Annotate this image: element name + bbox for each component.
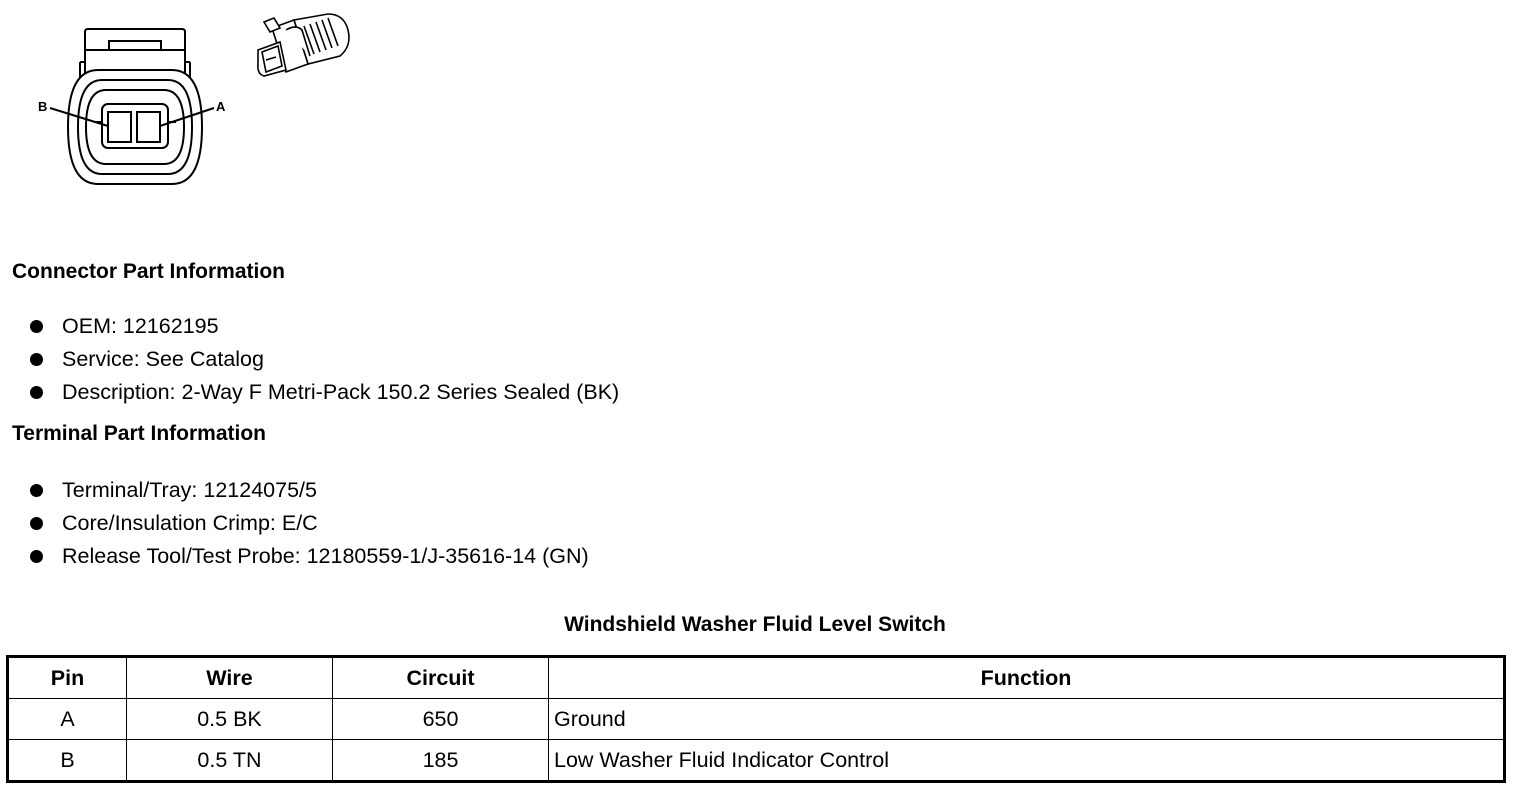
bullet-icon — [30, 484, 43, 497]
connector-description: Description: 2-Way F Metri-Pack 150.2 Series Sealed (BK) — [62, 380, 620, 404]
circuit-cell: 185 — [333, 740, 549, 782]
bullet-icon — [30, 517, 43, 530]
pin-label-b: B — [38, 99, 48, 114]
bullet-icon — [30, 550, 43, 563]
service-info: Service: See Catalog — [62, 347, 264, 371]
terminal-tray: Terminal/Tray: 12124075/5 — [62, 478, 317, 502]
column-header-function: Function — [549, 657, 1505, 699]
function-cell: Ground — [549, 699, 1505, 740]
pin-table — [6, 655, 1506, 783]
bullet-icon — [30, 386, 43, 399]
release-tool-test-probe: Release Tool/Test Probe: 12180559-1/J-35616-14 (GN) — [62, 544, 589, 568]
core-insulation-crimp: Core/Insulation Crimp: E/C — [62, 511, 318, 535]
circuit-cell: 650 — [333, 699, 549, 740]
wire-cell: 0.5 BK — [127, 699, 333, 740]
bullet-icon — [30, 353, 43, 366]
connector-face-illustration — [30, 22, 240, 192]
column-header-circuit: Circuit — [333, 657, 549, 699]
connector-perspective-illustration — [252, 12, 356, 78]
pin-cell: B — [8, 740, 127, 782]
column-header-pin: Pin — [8, 657, 127, 699]
pin-label-a: A — [216, 99, 226, 114]
column-header-wire: Wire — [127, 657, 333, 699]
pin-table-title: Windshield Washer Fluid Level Switch — [564, 613, 946, 636]
pin-cell: A — [8, 699, 127, 740]
oem-number: OEM: 12162195 — [62, 314, 219, 338]
table-header-row — [8, 657, 1505, 699]
table-row — [8, 740, 1505, 782]
table-row — [8, 699, 1505, 740]
wire-cell: 0.5 TN — [127, 740, 333, 782]
terminal-part-info-heading: Terminal Part Information — [12, 422, 266, 445]
function-cell: Low Washer Fluid Indicator Control — [549, 740, 1505, 782]
connector-part-info-heading: Connector Part Information — [12, 260, 286, 283]
bullet-icon — [30, 320, 43, 333]
